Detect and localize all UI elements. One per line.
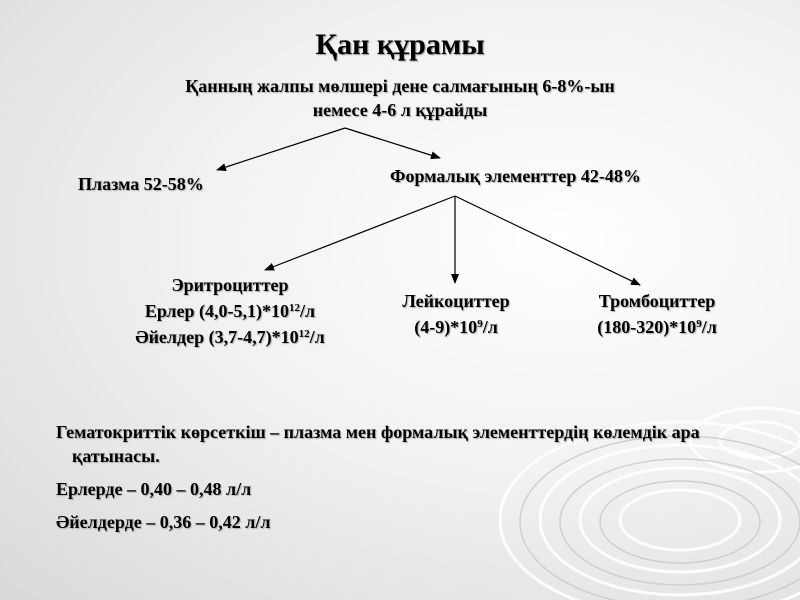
erythrocytes-men: Ерлер $(4,0-5,1)*10^{12}/л$ (144, 301, 316, 321)
subtitle-line-1: Қанның жалпы мөлшері дене салмағының 6-8%-ын (185, 76, 615, 96)
erythrocytes-name: Эритроциттер (171, 275, 289, 295)
hematocrit-definition: Гематокриттік көрсеткіш – плазма мен формалық элементтердің көлемдік ара қатынасы. (56, 422, 700, 466)
thrombocytes-name: Тромбоциттер (598, 291, 716, 311)
page-title: Қан құрамы (315, 28, 485, 61)
arrow-to-formed (345, 128, 440, 158)
thrombocytes-value: $(180-320)*10^9/л$ (597, 317, 717, 337)
hematocrit-women: Әйелдерде – 0,36 – 0,42 л/л (56, 512, 271, 532)
hematocrit-block (56, 420, 756, 534)
arrow-to-plasma (217, 128, 345, 170)
leukocytes-node (370, 288, 542, 340)
leukocytes-value: $(4-9)*10^9/л$ (414, 317, 498, 337)
subtitle-line-2: немесе 4-6 л құрайды (312, 100, 488, 120)
formed-elements-node: Формалық элементтер 42-48% (390, 166, 641, 186)
arrow-to-thrombocytes (455, 196, 640, 285)
thrombocytes-node (566, 288, 748, 340)
leukocytes-name: Лейкоциттер (402, 291, 510, 311)
hematocrit-men: Ерлерде – 0,40 – 0,48 л/л (56, 479, 252, 499)
erythrocytes-node (100, 272, 360, 350)
plasma-node: Плазма 52-58% (78, 174, 204, 194)
erythrocytes-women: Әйелдер $(3,7-4,7)*10^{12}/л$ (135, 327, 325, 347)
arrow-to-erythrocytes (265, 196, 455, 270)
